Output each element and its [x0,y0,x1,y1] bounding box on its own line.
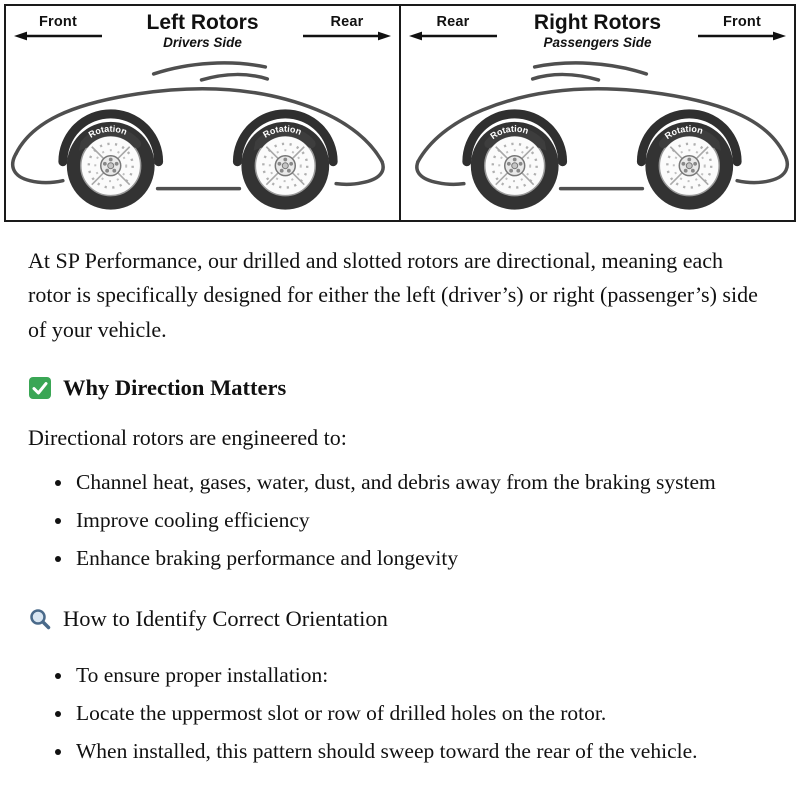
front-direction [14,12,102,41]
direction-label: Front [38,14,78,30]
list-item: • Channel heat, gases, water, dust, and debris away from the braking system [74,465,768,500]
why-direction-matters-heading [28,375,768,401]
intro-paragraph: At SP Performance, our drilled and slotted rotors are directional, meaning each rotor is specifically designed for either the left (driver’s) or right (passenger’s) side of your vehicle. [28,247,758,342]
arrow-left-icon [409,31,497,41]
direction-label: Rear [330,14,364,30]
heading-text: How to Identify Correct Orientation [63,605,388,631]
orientation-steps-list [28,658,768,768]
rotation-label: Rotation [261,123,303,140]
panel-title: Left Rotors [146,11,259,34]
rear-direction [303,12,391,41]
left-rotors-panel [6,6,399,220]
direction-label: Rear [436,14,470,30]
list-item: • Locate the uppermost slot or row of drilled holes on the rotor. [74,696,768,731]
panel-subtitle: Drivers Side [163,35,242,51]
car-illustration-right [401,50,794,220]
article-content [4,222,796,769]
rotation-label: Rotation [488,123,530,142]
car-illustration-left [6,50,399,220]
right-rotors-panel [399,6,794,220]
panel-header [401,6,794,50]
panel-title-block [534,12,661,50]
arrow-right-icon [698,31,786,41]
panel-header [6,6,399,50]
panel-title-block [147,12,259,50]
rotation-label: Rotation [662,123,705,142]
magnifier-icon [28,607,52,631]
benefits-list [28,465,768,575]
list-item: • To ensure proper installation: [74,658,768,693]
rotation-label: Rotation [86,123,129,140]
rear-direction [409,12,497,41]
arrow-left-icon [14,31,102,41]
list-item: • Enhance braking performance and longevity [74,541,768,576]
panel-subtitle: Passengers Side [543,35,652,51]
check-icon [28,376,52,400]
identify-orientation-heading [28,606,768,632]
lead-paragraph: Directional rotors are engineered to: [28,425,347,451]
heading-text: Why Direction Matters [63,375,287,401]
rotor-direction-diagram [4,4,796,222]
front-direction [698,12,786,41]
list-item: • Improve cooling efficiency [74,503,768,538]
arrow-right-icon [303,31,391,41]
direction-label: Front [722,14,762,30]
list-item: • When installed, this pattern should sweep toward the rear of the vehicle. [74,734,768,769]
panel-title: Right Rotors [533,11,662,34]
